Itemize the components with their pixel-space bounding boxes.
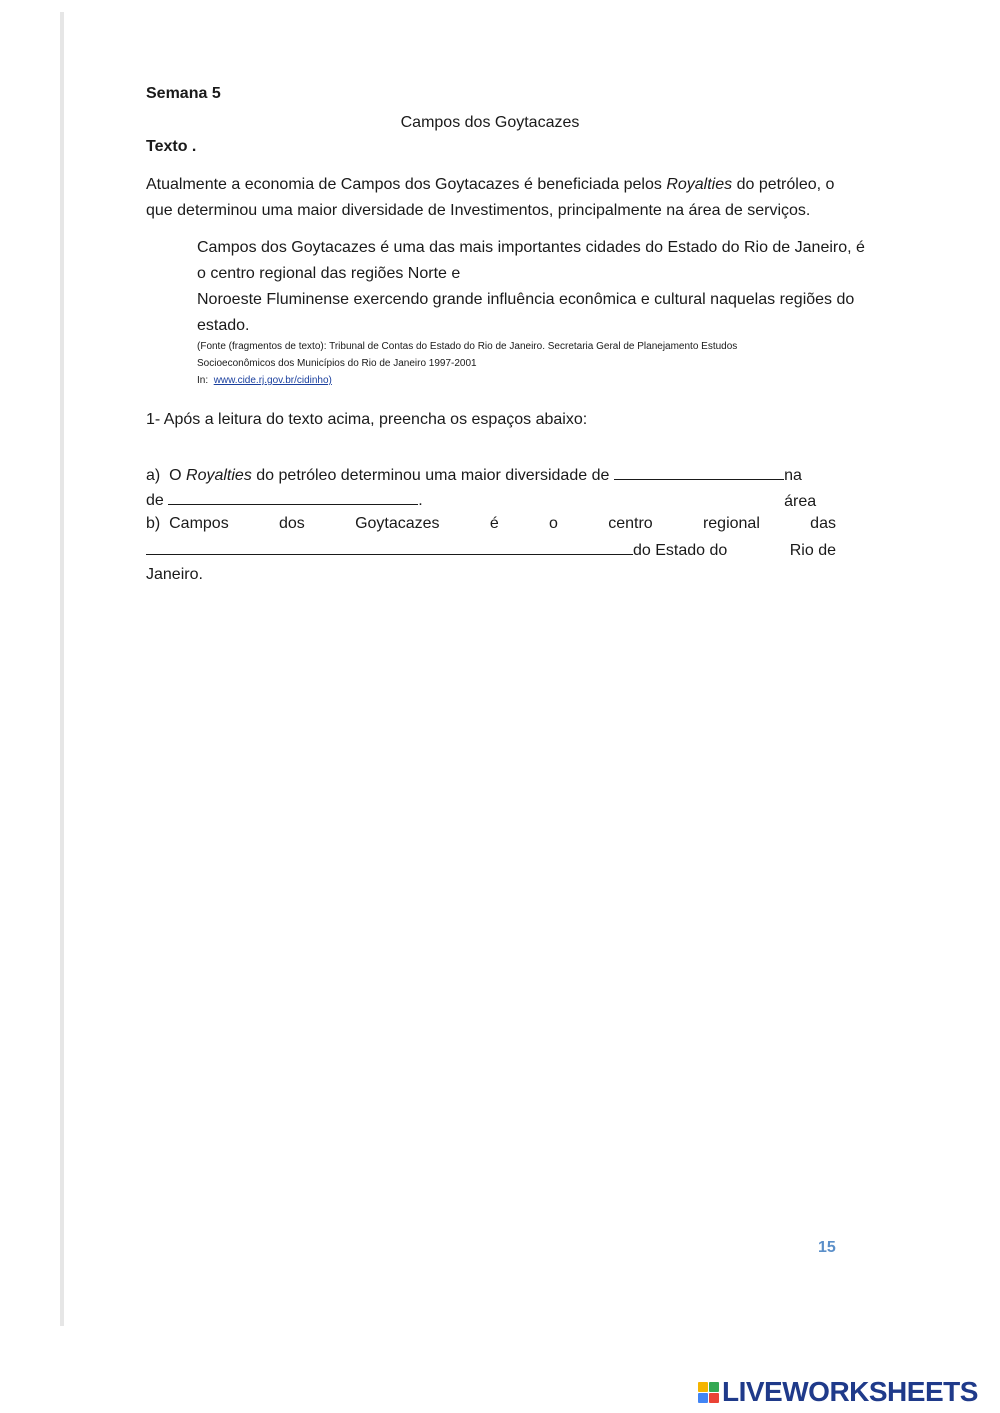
intro-paragraph [146, 172, 836, 224]
document-title: Campos dos Goytacazes [400, 114, 580, 131]
question-b-word: o [549, 515, 558, 532]
page-number: 15 [818, 1239, 836, 1256]
intro-text-1: Atualmente a economia de Campos dos Goytacazes é beneficiada pelos [146, 176, 667, 193]
question-b-line-3: Janeiro. [146, 566, 203, 583]
question-a-line2-prefix: de [146, 492, 169, 509]
liveworksheets-logo-icon [698, 1382, 719, 1403]
question-b-word: regional [702, 515, 760, 532]
section-label: Texto . [146, 138, 197, 155]
question-prompt: 1- Após a leitura do texto acima, preencha os espaços abaixo: [146, 411, 588, 428]
source-in-label: In: [197, 375, 209, 386]
question-a-line-2 [146, 486, 836, 512]
page-edge [60, 12, 64, 1326]
question-b-word: centro [608, 515, 653, 532]
question-a-line2-suffix: . [418, 492, 423, 509]
question-b-line-1 [146, 511, 836, 537]
question-b-line-2 [146, 536, 836, 562]
quote-line-2: o centro regional das regiões Norte e [197, 265, 461, 282]
question-b-word: dos [278, 515, 305, 532]
question-b-word: é [489, 515, 499, 532]
question-a-mid: do petróleo determinou uma maior diversidade de [251, 467, 614, 484]
question-b-suffix-2: Rio de [789, 542, 836, 559]
liveworksheets-brand [698, 1376, 978, 1408]
intro-royalties: Royalties [666, 176, 733, 193]
quote-line-1: Campos dos Goytacazes é uma das mais importantes cidades do Estado do Rio de Janeiro, é [197, 239, 865, 256]
quote-block [197, 235, 865, 339]
source-line-3 [197, 372, 837, 389]
question-a-line-1 [146, 461, 836, 510]
intro-text-2: do petróleo, o que determinou uma maior diversidade de Investimentos, principalmente na área de serviços. [146, 176, 835, 219]
quote-line-4: estado. [197, 317, 250, 334]
source-line-1: (Fonte (fragmentos de texto): Tribunal de Contas do Estado do Rio de Janeiro. Secretaria Geral de Planejamento Estudos [197, 341, 738, 352]
question-b-suffix-1: do Estado do [633, 542, 728, 559]
blank-field-investments[interactable] [614, 461, 784, 480]
question-b-word: Goytacazes [355, 515, 440, 532]
question-b-word: das [810, 515, 836, 532]
question-b-word: b) Campos [146, 515, 229, 532]
blank-field-area[interactable] [168, 486, 418, 505]
source-line-2: Socioeconômicos dos Municípios do Rio de Janeiro 1997-2001 [197, 358, 477, 369]
blank-field-regions[interactable] [146, 536, 633, 555]
source-link[interactable]: www.cide.rj.gov.br/cidinho) [213, 375, 332, 386]
brand-name: LIVEWORKSHEETS [722, 1376, 978, 1407]
quote-line-3: Noroeste Fluminense exercendo grande influência econômica e cultural naquelas regiões do [197, 291, 855, 308]
week-label: Semana 5 [146, 85, 221, 102]
question-a-suffix: na área [784, 467, 817, 510]
source-citation [197, 338, 837, 389]
question-a-royalties: Royalties [186, 467, 252, 484]
question-a-prefix: a) O [146, 467, 187, 484]
